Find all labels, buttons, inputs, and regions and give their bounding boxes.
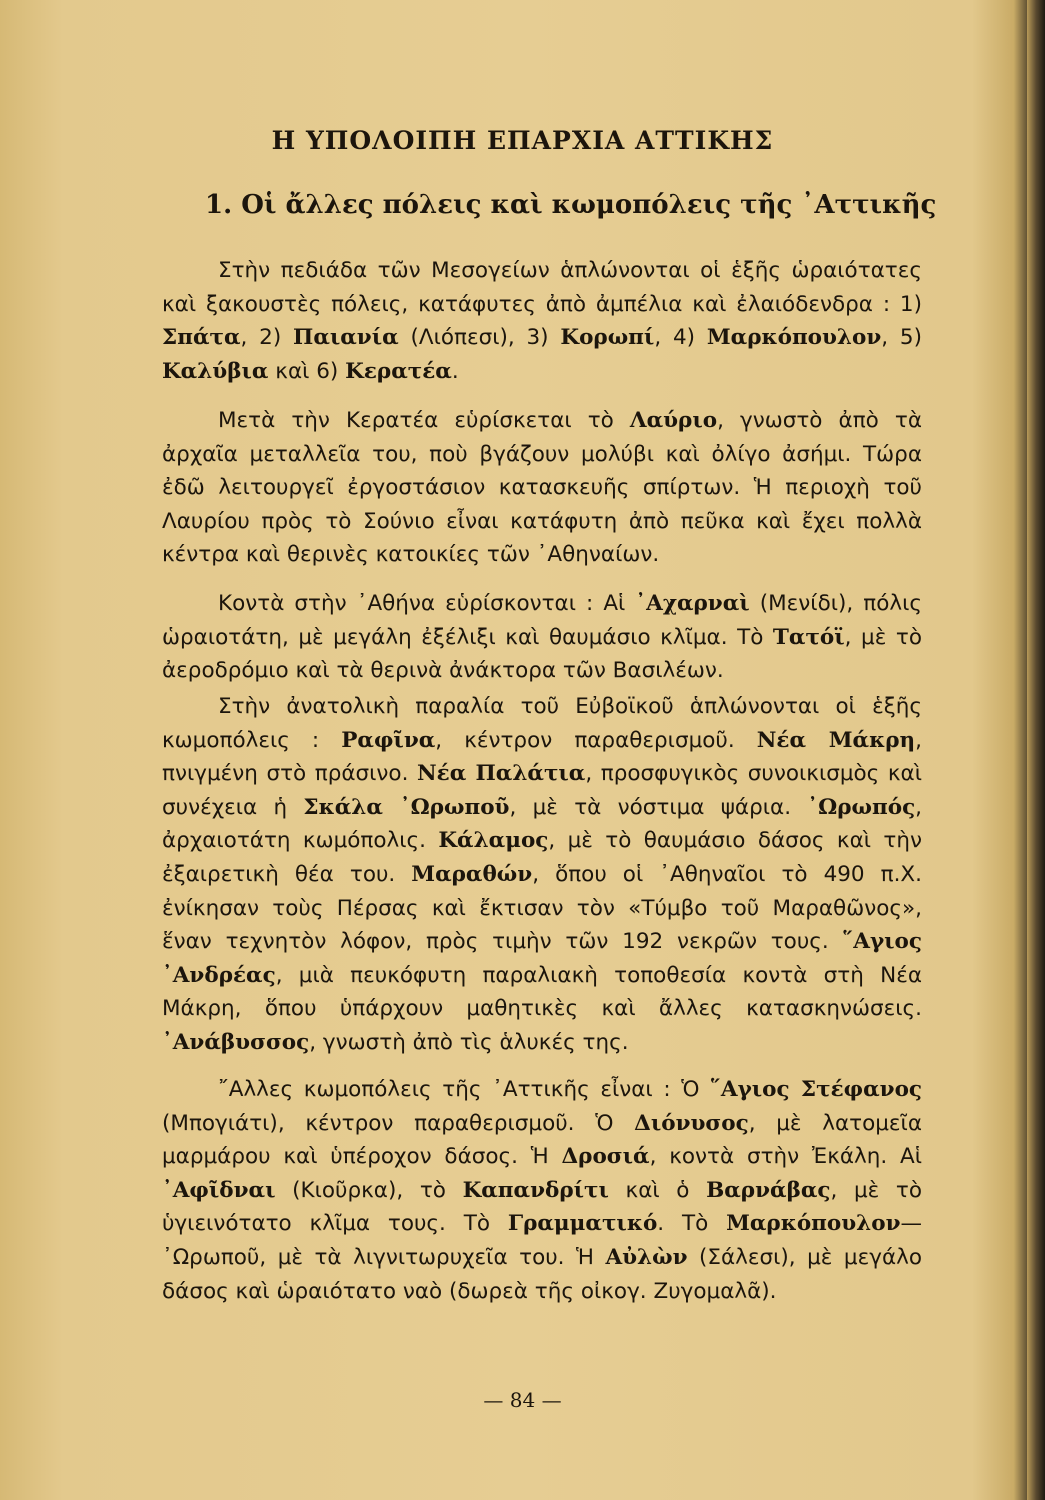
text-run: , μὲ τὰ νόστιμα ψάρια. <box>509 794 808 820</box>
text-run: . Τὸ <box>657 1211 727 1237</box>
place-name: ῞Αγιος Στέφανος <box>710 1077 923 1102</box>
text-run: ῎Αλλες κωμοπόλεις τῆς ᾽Αττικῆς εἶναι : Ὁ <box>218 1077 711 1102</box>
paragraph-lavrio <box>162 404 922 572</box>
place-name: ᾽Ανάβυσσος <box>162 1029 310 1055</box>
text-run: καὶ 6) <box>268 358 346 384</box>
text-run: Στὴν πεδιάδα τῶν Μεσογείων ἁπλώνονται οἱ ἑξῆς ὡραιότατες καὶ ξακουστὲς πόλεις, κατάφυτες ἀπὸ ἀμπέλια καὶ ἐλαιόδενδρα : 1) <box>162 258 922 317</box>
place-name: Μαρκόπουλον <box>726 1211 901 1237</box>
text-run: , κέντρον παραθερισμοῦ. <box>435 727 757 753</box>
place-name: Σπάτα <box>162 325 241 351</box>
text-run: (Λιόπεσι), 3) <box>398 325 561 351</box>
place-name: Νέα Παλάτια <box>416 761 586 787</box>
place-name: Γραμματικό <box>507 1211 658 1237</box>
text-run: , μὲ τὸ ἀεροδρόμιο καὶ τὰ θερινὰ ἀνάκτορα τῶν Βασιλέων. <box>162 624 922 684</box>
text-run: , ἀρχαιοτάτη κωμόπολις. <box>162 794 922 854</box>
paragraph-athens-vicinity <box>162 587 922 688</box>
text-run: (Κιοῦρκα), τὸ <box>275 1177 463 1203</box>
text-run: (Σάλεσι), μὲ μεγάλο δάσος καὶ ὡραιότατο ναὸ (δωρεὰ τῆς οἰκογ. Ζυγομαλᾶ). <box>162 1244 922 1304</box>
place-name: ᾽Αχαρναὶ <box>635 591 750 616</box>
place-name: Μαρκόπουλον <box>706 325 882 351</box>
text-run: , 2) <box>240 325 294 351</box>
text-run: , μὲ λατομεῖα μαρμάρου καὶ ὑπέροχον δάσος. Ἡ <box>162 1110 922 1170</box>
place-name: Καπανδρίτι <box>462 1177 609 1203</box>
place-name: ᾽Ωρωπός <box>807 794 916 820</box>
text-run: , μὲ τὸ ὑγιεινότατο κλῖμα τους. Τὸ <box>162 1177 922 1237</box>
place-name: Νέα Μάκρη <box>756 727 916 753</box>
place-name: Δροσιά <box>561 1144 650 1170</box>
text-run: (Μενίδι), πόλις ὡραιοτάτη, μὲ μεγάλη ἐξέλιξι καὶ θαυμάσιο κλῖμα. Τὸ <box>162 591 923 650</box>
text-run: καὶ ὁ <box>608 1177 707 1203</box>
place-name: Καλύβια <box>162 358 269 384</box>
place-name: Αὐλὼν <box>605 1244 688 1270</box>
paragraph-other-towns <box>162 1073 922 1308</box>
place-name: Κορωπί <box>560 325 655 351</box>
page-number: — 84 — <box>483 1388 562 1412</box>
text-run: , πνιγμένη στὸ πράσινο. <box>162 727 922 787</box>
text-run: , μιὰ πευκόφυτη παραλιακὴ τοποθεσία κοντὰ στὴ Νέα Μάκρη, ὅπου ὑπάρχουν μαθητικὲς καὶ ἄλλες κατασκηνώσεις. <box>162 962 922 1022</box>
place-name: ᾽Αφῖδναι <box>162 1177 276 1203</box>
place-name: Βαρνάβας <box>706 1177 831 1203</box>
text-run: Στὴν ἀνατολικὴ παραλία τοῦ Εὐβοϊκοῦ ἁπλώνονται οἱ ἑξῆς κωμοπόλεις : <box>162 694 922 753</box>
text-run: (Μπογιάτι), κέντρον παραθερισμοῦ. Ὁ <box>162 1110 635 1136</box>
place-name: Κερατέα <box>345 358 452 384</box>
page-edge-shadow <box>1027 0 1045 1500</box>
text-run: , 4) <box>654 325 707 351</box>
text-run: , μὲ τὸ θαυμάσιο δάσος καὶ τὴν ἐξαιρετικὴ θέα του. <box>162 828 922 887</box>
text-run: . <box>451 358 459 384</box>
place-name: ῞Αγιος ᾽Ανδρέας <box>162 929 922 988</box>
text-run: , γνωστὴ ἀπὸ τὶς ἁλυκές της. <box>309 1029 629 1055</box>
text-run: , κοντὰ στὴν Ἐκάλη. Αἱ <box>649 1144 922 1170</box>
text-run: Μετὰ τὴν Κερατέα εὑρίσκεται τὸ <box>218 408 630 433</box>
place-name: Σκάλα ᾽Ωρωποῦ <box>303 794 510 820</box>
place-name: Λαύριο <box>629 408 718 433</box>
place-name: Τατόϊ <box>772 624 845 650</box>
section-heading: 1. Οἱ ἄλλες πόλεις καὶ κωμοπόλεις τῆς ᾽Αττικῆς <box>205 190 937 220</box>
text-run: , ὅπου οἱ ᾽Αθηναῖοι τὸ 490 π.Χ. ἐνίκησαν τοὺς Πέρσας καὶ ἔκτισαν τὸν «Τύμβο τοῦ Μαραθῶνος», ἕναν τεχνητὸν λόφον, πρὸς τιμὴν τῶν 192 νεκρῶν τους. <box>162 861 922 955</box>
paragraph-mesogeia <box>162 254 922 388</box>
text-run: Κοντὰ στὴν ᾽Αθήνα εὑρίσκονται : Αἱ <box>218 591 636 616</box>
text-run: , γνωστὸ ἀπὸ τὰ ἀρχαῖα μεταλλεῖα του, ποὺ βγάζουν μολύβι καὶ ὀλίγο ἀσήμι. Τώρα ἐδῶ λειτουργεῖ ἐργοστάσιον κατασκευῆς σπίρτων. Ἡ περιοχὴ τοῦ Λαυρίου πρὸς τὸ Σούνιο εἶναι κατάφυτη ἀπὸ πεῦκα καὶ ἔχει πολλὰ κέντρα καὶ θερινὲς κατοικίες τῶν ᾽Αθηναίων. <box>162 408 922 568</box>
text-run: , προσφυγικὸς συνοικισμὸς καὶ συνέχεια ἡ <box>162 761 922 820</box>
chapter-heading: Η ΥΠΟΛΟΙΠΗ ΕΠΑΡΧΙΑ ΑΤΤΙΚΗΣ <box>271 126 774 155</box>
place-name: Ραφῖνα <box>341 727 436 753</box>
place-name: Παιανία <box>293 325 399 351</box>
text-run: , 5) <box>881 325 922 351</box>
text-run: —᾽Ωρωποῦ, μὲ τὰ λιγνιτωρυχεῖα του. Ἡ <box>162 1211 922 1270</box>
place-name: Διόνυσος <box>634 1110 749 1136</box>
paragraph-east-coast <box>162 690 922 1060</box>
place-name: Κάλαμος <box>438 828 549 854</box>
place-name: Μαραθών <box>411 861 533 887</box>
